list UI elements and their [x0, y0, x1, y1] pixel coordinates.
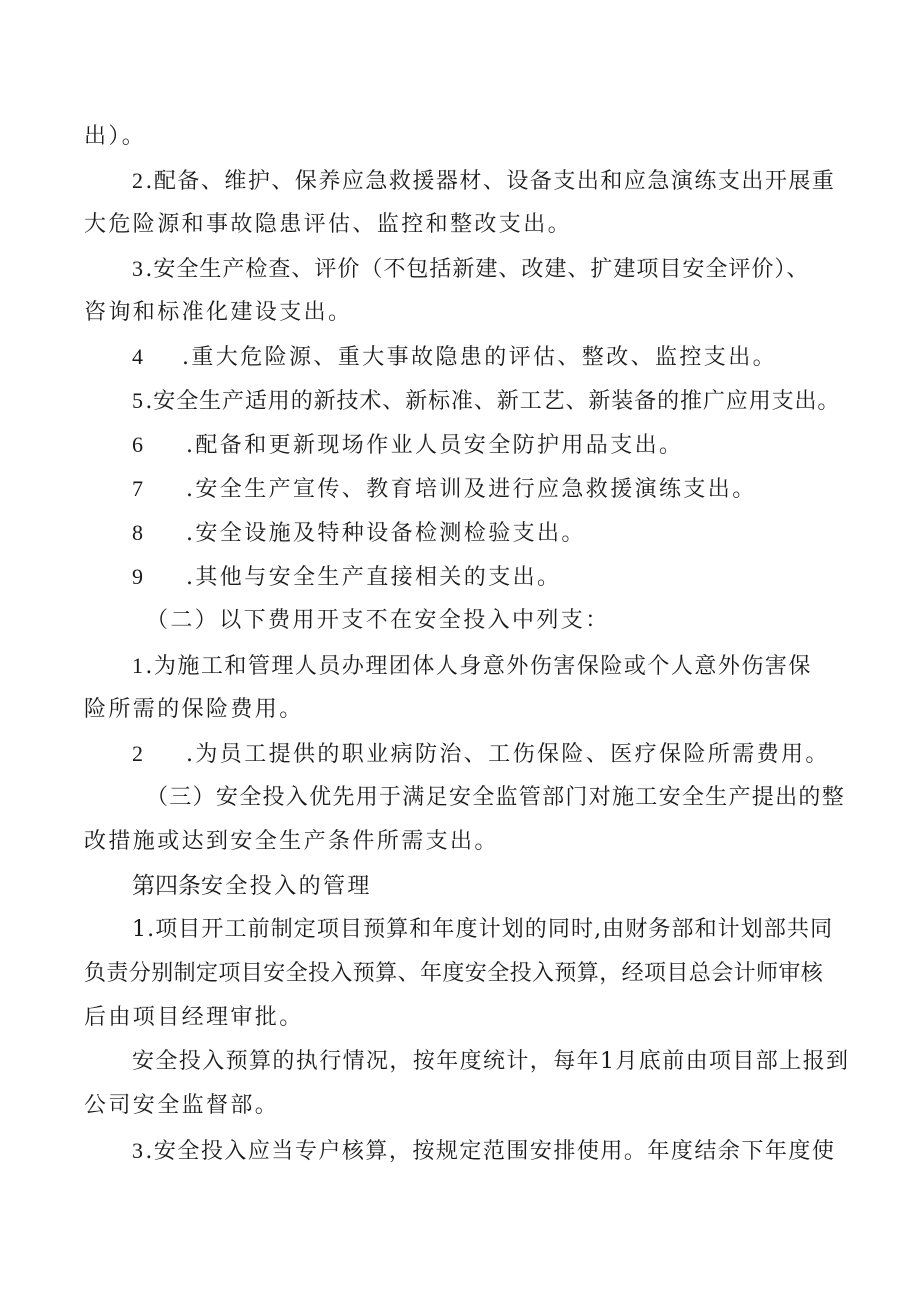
- paragraph-line: [84, 695, 304, 725]
- paragraph-line: [132, 915, 833, 945]
- item-number: 5: [132, 388, 146, 413]
- line-text: .配备和更新现场作业人员安全防护用品支出。: [186, 433, 684, 458]
- line-text: 安全投入预算的执行情况，按年度统计，每年1月底前由项目部上报到: [132, 1049, 850, 1074]
- line-text: （三）安全投入优先用于满足安全监管部门对施工安全生产提出的整: [146, 785, 846, 810]
- paragraph-line: [84, 210, 572, 240]
- line-text: 改措施或达到安全生产条件所需支出。: [84, 829, 499, 854]
- line-text: .安全设施及特种设备检测检验支出。: [186, 521, 586, 546]
- line-text: .其他与安全生产直接相关的支出。: [186, 565, 562, 590]
- list-item-8: [132, 518, 586, 549]
- item-number: 7: [132, 476, 146, 501]
- line-text: .安全生产适用的新技术、新标准、新工艺、新装备的推广应用支出。: [145, 389, 841, 414]
- list-item-2: [132, 166, 835, 197]
- list-item-6: [132, 430, 683, 461]
- list-item-4: [132, 342, 777, 373]
- line-text: 险所需的保险费用。: [84, 697, 304, 722]
- line-text: .为施工和管理人员办理团体人身意外伤害保险或个人意外伤害保: [145, 654, 812, 679]
- article-number: 第四条: [132, 873, 201, 899]
- article-heading: [132, 871, 372, 902]
- line-text: .安全生产检查、评价（不包括新建、改建、扩建项目安全评价）、: [145, 257, 810, 282]
- item-number: 4: [132, 344, 146, 369]
- list-item-3: [132, 254, 809, 285]
- line-text: （二）以下费用开支不在安全投入中列支：: [146, 608, 610, 633]
- item-number: 8: [132, 520, 146, 545]
- item-number: 2: [132, 741, 146, 766]
- line-text: .为员工提供的职业病防治、工伤保险、医疗保险所需费用。: [186, 742, 830, 767]
- paragraph-line: [84, 298, 352, 328]
- line-text: .安全生产宣传、教育培训及进行应急救援演练支出。: [186, 477, 757, 502]
- line-text: 1.项目开工前制定项目预算和年度计划的同时,由财务部和计划部共同: [132, 917, 834, 942]
- paragraph-line: [84, 959, 823, 989]
- list-item-7: [132, 474, 757, 505]
- line-text: .重大危险源、重大事故隐患的评估、整改、监控支出。: [182, 345, 777, 370]
- line-text: 安全投入的管理: [201, 874, 372, 899]
- list-item-9: [132, 562, 561, 593]
- line-text: 后由项目经理审批。: [84, 1005, 304, 1030]
- section-heading: [146, 606, 610, 636]
- line-text: 公司安全监督部。: [84, 1093, 280, 1118]
- item-number: 9: [132, 564, 146, 589]
- line-text: 咨询和标准化建设支出。: [84, 300, 353, 325]
- line-text: 大危险源和事故隐患评估、监控和整改支出。: [84, 212, 573, 237]
- item-number: 1: [132, 653, 146, 678]
- paragraph-line: [84, 827, 499, 857]
- line-text: 负责分别制定项目安全投入预算、年度安全投入预算，经项目总会计师审核: [84, 961, 824, 986]
- paragraph-line: [84, 122, 146, 152]
- item-number: 3: [132, 256, 146, 281]
- item-number: 3: [132, 1138, 146, 1163]
- line-text: .配备、维护、保养应急救援器材、设备支出和应急演练支出开展重: [145, 169, 836, 194]
- item-number: 2: [132, 168, 146, 193]
- list-item-2b: [132, 739, 830, 770]
- list-item-1: [132, 651, 812, 682]
- section-heading: [146, 783, 845, 813]
- list-item-3b: [132, 1136, 835, 1167]
- list-item-5: [132, 386, 840, 417]
- paragraph-line: [84, 1003, 304, 1033]
- line-text: 出）。: [84, 124, 147, 149]
- paragraph-line: [84, 1091, 279, 1121]
- line-text: .安全投入应当专户核算，按规定范围安排使用。年度结余下年度使: [145, 1139, 836, 1164]
- paragraph-line: [132, 1047, 849, 1077]
- item-number: 6: [132, 432, 146, 457]
